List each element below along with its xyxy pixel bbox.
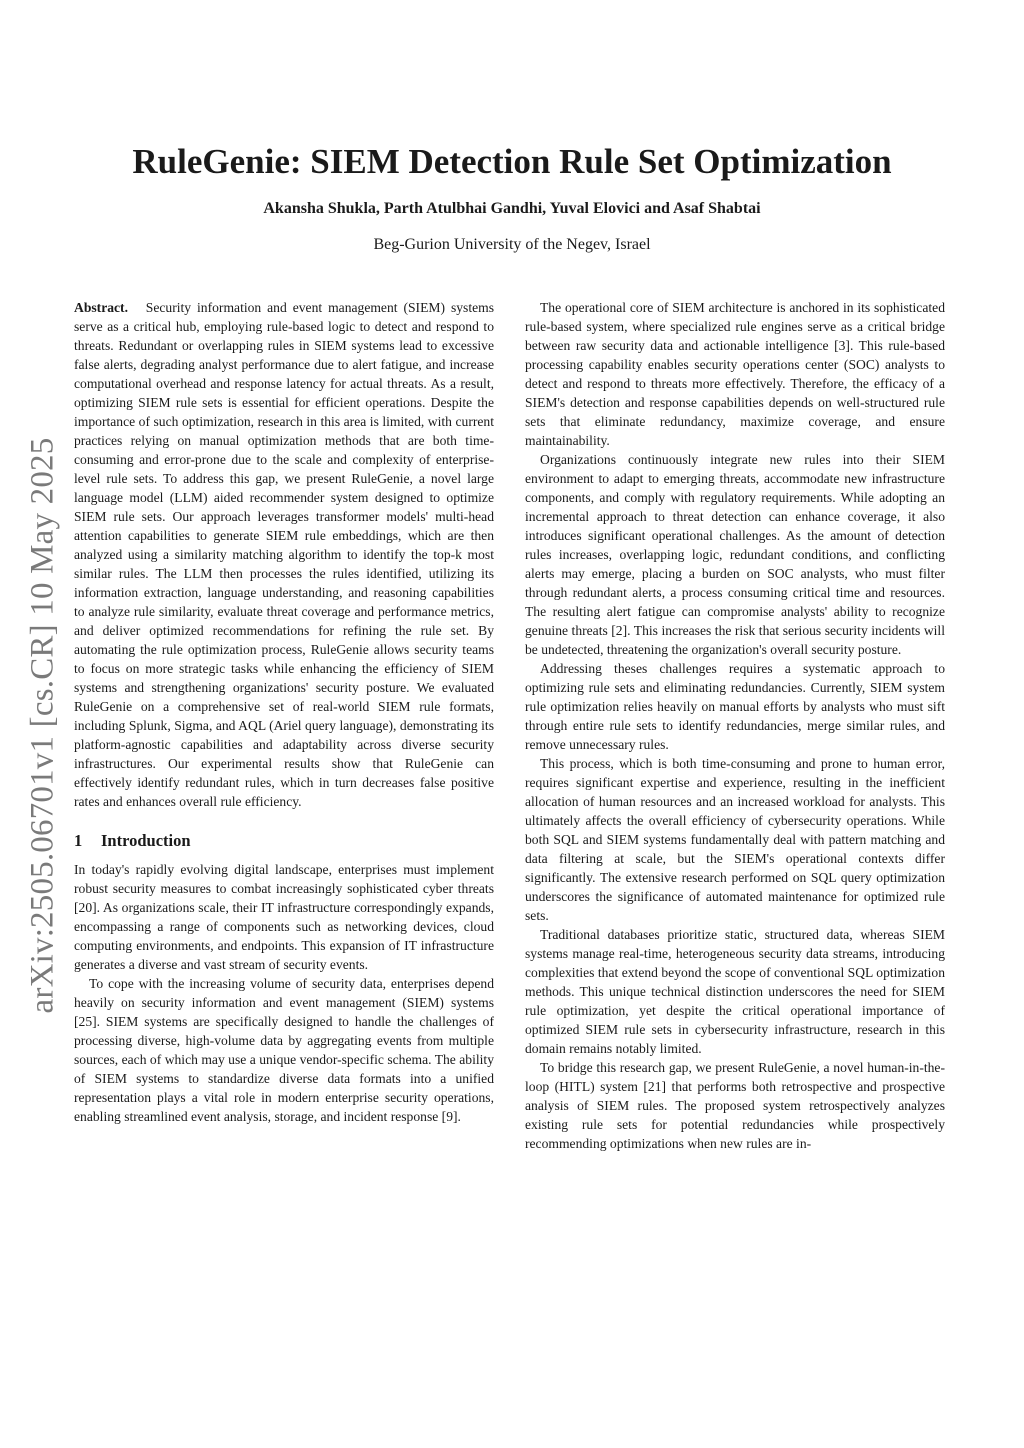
body-paragraph: The operational core of SIEM architecture is anchored in its sophisticated rule-based system, where specialized rule engines serve as a critical bridge between raw security data and actionable intelligence [3]. This rule-based processing capability enables security operations center (SOC) analysts to detect and respond to threats more effectively. Therefore, the efficacy of a SIEM's detection and response capabilities depends on well-structured rule sets that eliminate redundancy, maximize coverage, and ensure maintainability. [525,300,945,448]
body-paragraph: Organizations continuously integrate new rules into their SIEM environment to adapt to emerging threats, accommodate new infrastructure components, and comply with regulatory requirements. While adopting an incremental approach to threat detection can enhance coverage, it also introduces significant operational challenges. As the amount of detection rules increases, overlapping logic, redundant conditions, and conflicting alerts may emerge, placing a burden on SOC analysts, who must filter through redundant alerts, a process consuming critical time and resources. The resulting alert fatigue can compromise analysts' ability to recognize genuine threats [2]. This increases the risk that serious security incidents will be undetected, threatening the organization's overall security posture. [525,452,945,657]
arxiv-identifier-text: arXiv:2505.06701v1 [cs.CR] 10 May 2025 [24,437,61,1013]
abstract [74,298,494,811]
left-column [74,298,494,1126]
paper-title: RuleGenie: SIEM Detection Rule Set Optimization [132,142,892,181]
body-paragraph: This process, which is both time-consuming and prone to human error, requires significant expertise and experience, resulting in the inefficient allocation of human resources and an increased workload for analysts. This ultimately affects the overall efficiency of cybersecurity operations. While both SQL and SIEM systems fundamentally deal with pattern matching and data filtering at scale, but the SIEM's operational contexts differ significantly. The extensive research performed on SQL query optimization underscores the significance of automated maintenance for optimized rule sets. [525,756,945,923]
body-paragraph: Traditional databases prioritize static, structured data, whereas SIEM systems manage real-time, heterogeneous security data streams, introducing complexities that extend beyond the scope of conventional SQL optimization methods. This unique technical distinction underscores the need for SIEM rule optimization, yet despite the critical operational importance of optimized SIEM rule sets in cybersecurity infrastructure, research in this domain remains notably limited. [525,927,945,1056]
section-title: Introduction [101,831,191,850]
abstract-label: Abstract. [74,300,128,315]
affiliation: Beg-Gurion University of the Negev, Israel [373,236,651,253]
body-paragraph: To bridge this research gap, we present RuleGenie, a novel human-in-the-loop (HITL) system [21] that performs both retrospective and prospective analysis of SIEM rules. The proposed system retrospectively analyzes existing rule sets for potential redundancies while prospectively recommending optimizations when new rules are in- [525,1060,945,1151]
section-number: 1 [74,831,83,850]
section-heading-introduction [74,831,494,850]
arxiv-identifier [18,415,68,1035]
intro-paragraph: To cope with the increasing volume of security data, enterprises depend heavily on security information and event management (SIEM) systems [25]. SIEM systems are specifically designed to handle the challenges of processing diverse, high-volume data by aggregating events from multiple sources, each of which may use a unique vendor-specific schema. The ability of SIEM systems to standardize diverse data formats into a unified representation plays a vital role in modern enterprise security operations, enabling streamlined event analysis, storage, and incident response [9]. [74,976,494,1124]
intro-paragraph: In today's rapidly evolving digital landscape, enterprises must implement robust security measures to combat increasingly sophisticated cyber threats [20]. As organizations scale, their IT infrastructure correspondingly expands, encompassing a range of components such as networking devices, cloud computing environments, and endpoints. This expansion of IT infrastructure generates a diverse and vast stream of security events. [74,862,494,972]
right-column [525,298,945,1153]
body-paragraph: Addressing theses challenges requires a systematic approach to optimizing rule sets and eliminating redundancies. Currently, SIEM system rule optimization relies heavily on manual efforts by analysts who must sift through entire rule sets to identify redundancies, merge similar rules, and remove unnecessary rules. [525,661,945,752]
author-list: Akansha Shukla, Parth Atulbhai Gandhi, Yuval Elovici and Asaf Shabtai [263,200,761,217]
abstract-text: Security information and event management (SIEM) systems serve as a critical hub, employing rule-based logic to detect and respond to threats. Redundant or overlapping rules in SIEM systems lead to excessive false alerts, degrading analyst performance due to alert fatigue, and increase computational overhead and response latency for actual threats. As a result, optimizing SIEM rule sets is essential for efficient operations. Despite the importance of such optimization, research in this area is limited, with current practices relying on manual optimization methods that are both time-consuming and error-prone due to the scale and complexity of enterprise-level rule sets. To address this gap, we present RuleGenie, a novel large language model (LLM) aided recommender system designed to optimize SIEM rule sets. Our approach leverages transformer models' multi-head attention capabilities to generate SIEM rule embeddings, which are then analyzed using a similarity matching algorithm to identify the top-k most similar rules. The LLM then processes the rules identified, utilizing its information extraction, language understanding, and reasoning capabilities to analyze rule similarity, evaluate threat coverage and performance metrics, and deliver optimized recommendations for refining the rule set. By automating the rule optimization process, RuleGenie allows security teams to focus on more strategic tasks while enhancing the efficiency of SIEM systems and strengthening organizations' security posture. We evaluated RuleGenie on a comprehensive set of real-world SIEM rule formats, including Splunk, Sigma, and AQL (Ariel query language), demonstrating its platform-agnostic capabilities and adaptability across diverse security infrastructures. Our experimental results show that RuleGenie can effectively identify redundant rules, which in turn decreases false positive rates and enhances overall rule efficiency. [74,300,494,809]
